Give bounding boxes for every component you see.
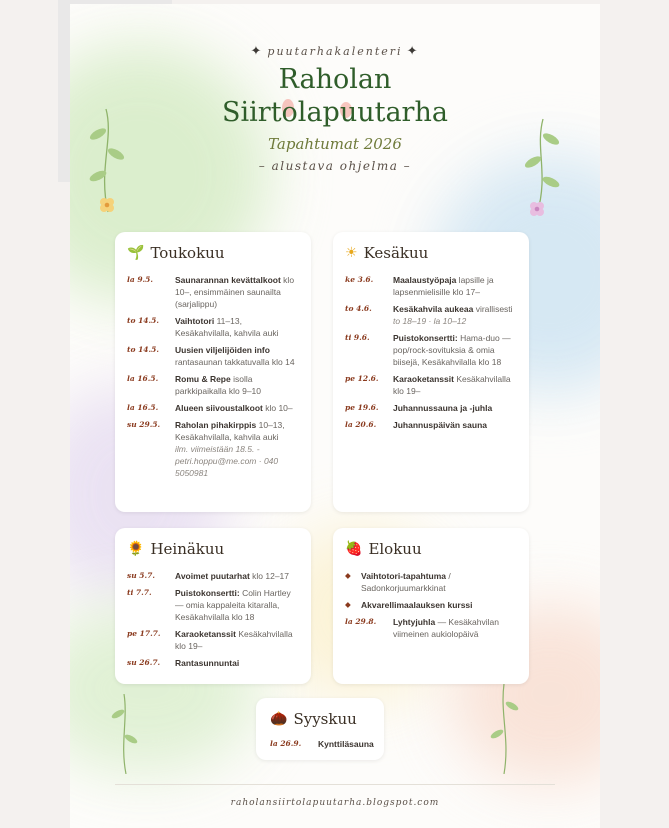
event-row: pe 19.6. Juhannussauna ja -juhla [345, 403, 493, 413]
acorn-icon: 🌰 [270, 711, 288, 727]
kicker [70, 44, 600, 59]
month-heading: 🍓 Elokuu [345, 540, 422, 558]
event-row: to 4.6. Kesäkahvila aukeaa virallisesti to 18–19 · la 10–12 [345, 304, 513, 326]
month-heading: ☀ Kesäkuu [345, 244, 429, 262]
star-icon: ✦ [250, 44, 264, 59]
subtitle: Tapahtumat 2026 [268, 135, 402, 153]
event-row: la 16.5. Alueen siivoustalkoot klo 10– [127, 403, 293, 413]
page-title [70, 63, 600, 129]
month-card-may [115, 232, 311, 512]
event-row: ti 7.7. Puistokonsertti: Colin Hartley — omia kappaleita kitaralla, Kesäkahvilalla klo 18 [127, 588, 291, 622]
event-row: la 29.8. Lyhtyjuhla — Kesäkahvilan viimeinen aukiolopäivä [345, 617, 499, 639]
event-row: su 26.7. Rantasunnuntai [127, 658, 240, 668]
event-row: pe 12.6. Karaoketanssit Kesäkahvilalla klo 19– [345, 374, 511, 396]
poster-page [70, 4, 600, 828]
event-row: su 5.7. Avoimet puutarhat klo 12–17 [127, 571, 290, 581]
footer-divider [115, 784, 555, 785]
event-row: la 26.9. Kynttiläsauna [270, 739, 374, 749]
vine-bottom-right-icon [490, 684, 520, 774]
kicker-text: puutarhakalenteri [267, 45, 403, 58]
sprout-icon: 🌱 [127, 245, 145, 261]
poster-header [70, 44, 600, 173]
month-card-july [115, 528, 311, 684]
sunflower-icon: 🌻 [127, 541, 145, 557]
title-line-2: Siirtolapuutarha [222, 97, 448, 128]
event-row: ◆ Vaihtotori-tapahtuma / Sadonkorjuumarkkinat [345, 571, 451, 593]
title-line-1: Raholan [278, 64, 392, 95]
month-card-september [256, 698, 384, 760]
event-row: pe 17.7. Karaoketanssit Kesäkahvilalla klo 19– [127, 629, 293, 651]
sun-icon: ☀ [345, 245, 358, 261]
month-heading: 🌰 Syyskuu [270, 710, 357, 728]
strawberry-icon: 🍓 [345, 541, 363, 557]
event-row: ke 3.6. Maalaustyöpaja lapsille ja lapsenmielisille klo 17– [345, 275, 494, 297]
diamond-bullet-icon: ◆ [345, 571, 351, 580]
month-card-august [333, 528, 529, 684]
month-card-june [333, 232, 529, 512]
month-heading: 🌻 Heinäkuu [127, 540, 225, 558]
event-row: to 14.5. Uusien viljelijöiden info rantasaunan takkatuvalla klo 14 [127, 345, 295, 367]
month-heading: 🌱 Toukokuu [127, 244, 225, 262]
star-icon: ✦ [406, 44, 420, 59]
event-row: la 16.5. Romu & Repe isolla parkkipaikalla klo 9–10 [127, 374, 261, 396]
event-row: ◆ Akvarellimaalauksen kurssi [345, 600, 473, 610]
event-row: la 9.5. Saunarannan kevättalkoot klo 10–, ensimmäinen saunailta (sarjalippu) [127, 275, 295, 309]
event-row: to 14.5. Vaihtotori 11–13, Kesäkahvilalla, kahvila auki [127, 316, 279, 338]
event-row: la 20.6. Juhannuspäivän sauna [345, 420, 487, 430]
preliminary-note: – alustava ohjelma – [258, 159, 412, 173]
footer-url[interactable]: raholansiirtolapuutarha.blogspot.com [230, 798, 440, 808]
event-row: ti 9.6. Puistokonsertti: Hama-duo — pop/rock-sovituksia & omia biisejä, Kesäkahvilalla klo 18 [345, 333, 511, 367]
vine-bottom-left-icon [110, 694, 140, 774]
event-row: su 29.5. Raholan pihakirppis 10–13, Kesäkahvilalla, kahvila auki ilm. viimeistään 18.5. - petri.hoppu@me.com · 040 5050981 [127, 420, 285, 478]
diamond-bullet-icon: ◆ [345, 600, 351, 609]
